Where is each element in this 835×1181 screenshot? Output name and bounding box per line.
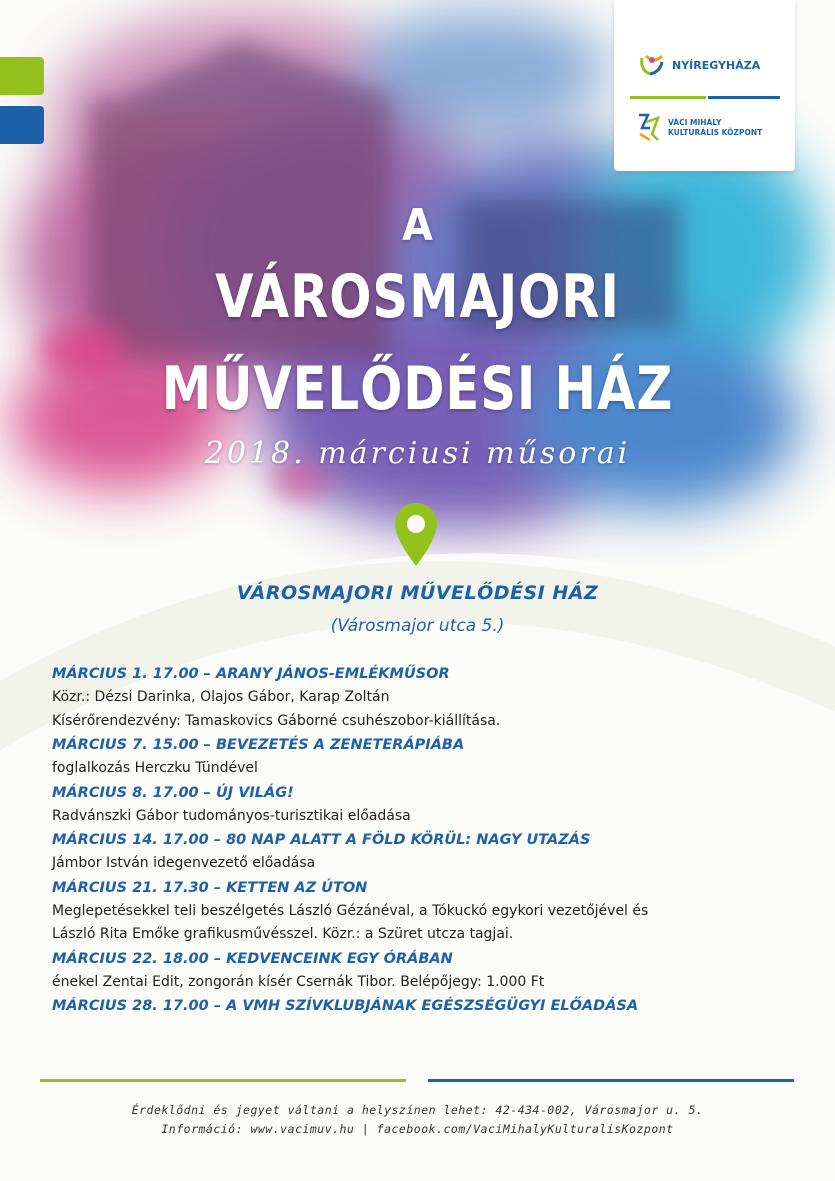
event-title: MÁRCIUS 14. 17.00 – 80 NAP ALATT A FÖLD KÖRÜL: NAGY UTAZÁS: [52, 832, 591, 848]
blue-accent-square: [0, 106, 44, 144]
event-title: MÁRCIUS 7. 15.00 – BEVEZETÉS A ZENETERÁPIÁBA: [52, 737, 465, 753]
event-detail: Radvánszki Gábor tudományos-turisztikai előadása: [52, 807, 411, 824]
event-title: MÁRCIUS 28. 17.00 – A VMH SZÍVKLUBJÁNAK EGÉSZSÉGÜGYI ELŐADÁSA: [52, 998, 639, 1014]
footer-info: Információ: www.vacimuv.hu | facebook.com/VaciMihalyKulturalisKozpont: [161, 1122, 674, 1136]
event-title: MÁRCIUS 1. 17.00 – ARANY JÁNOS-EMLÉKMŰSOR: [52, 666, 450, 682]
event-title: MÁRCIUS 22. 18.00 – KEDVENCEINK EGY ÓRÁBAN: [52, 950, 453, 967]
program-item: [52, 733, 792, 781]
event-title: MÁRCIUS 8. 17.00 – ÚJ VILÁG!: [52, 784, 294, 801]
program-item: [52, 994, 792, 1018]
event-detail: Jámbor István idegenvezető előadása: [52, 855, 316, 871]
footer-contact: Érdeklődni és jegyet váltani a helyszínen lehet: 42-434-002, Városmajor u. 5.: [131, 1103, 704, 1117]
program-item: [52, 662, 792, 733]
program-item: [52, 828, 792, 876]
logo-divider-green: [630, 96, 706, 99]
program-item: [52, 781, 792, 829]
event-detail: Kísérőrendezvény: Tamaskovics Gáborné csuhészobor-kiállítása.: [52, 712, 501, 729]
green-accent-square: [0, 57, 44, 95]
title-article: A: [402, 200, 433, 251]
program-item: [52, 876, 792, 947]
page-title-line1: VÁROSMAJORI: [215, 262, 620, 332]
center-name-line1: VÁCI MIHÁLY: [668, 118, 722, 127]
program-list: [52, 662, 792, 1018]
program-item: [52, 947, 792, 995]
logo-panel: [614, 0, 795, 171]
city-name: NYÍREGYHÁZA: [672, 58, 761, 72]
vmkk-logo: [636, 112, 762, 144]
event-detail: foglalkozás Herczku Tündével: [52, 760, 258, 776]
nyiregyhaza-logo-icon: [638, 52, 668, 78]
nyiregyhaza-logo: [638, 52, 760, 78]
page-subtitle: 2018. márciusi műsorai: [204, 436, 631, 471]
map-pin-icon: [391, 500, 441, 570]
footer-rule-green: [40, 1079, 406, 1082]
logo-divider-blue: [708, 96, 780, 99]
event-title: MÁRCIUS 21. 17.30 – KETTEN AZ ÚTON: [52, 879, 368, 896]
event-detail: Közr.: Dézsi Darinka, Olajos Gábor, Karap Zoltán: [52, 689, 390, 705]
event-detail: Meglepetésekkel teli beszélgetés László Gézánéval, a Tókuckó egykori vezetőjével és: [52, 902, 649, 919]
event-detail: László Rita Emőke grafikusművésszel. Közr.: a Szüret utcza tagjai.: [52, 926, 514, 942]
center-name-line2: KULTURÁLIS KÖZPONT: [668, 128, 763, 137]
venue-name: VÁROSMAJORI MŰVELŐDÉSI HÁZ: [236, 582, 599, 604]
footer-rule-blue: [428, 1079, 794, 1082]
event-detail: énekel Zentai Edit, zongorán kísér Csernák Tibor. Belépőjegy: 1.000 Ft: [52, 973, 545, 990]
vmkk-logo-icon: [636, 112, 662, 144]
page-title-line2: MŰVELŐDÉSI HÁZ: [161, 354, 674, 424]
venue-address: (Városmajor utca 5.): [330, 616, 505, 636]
